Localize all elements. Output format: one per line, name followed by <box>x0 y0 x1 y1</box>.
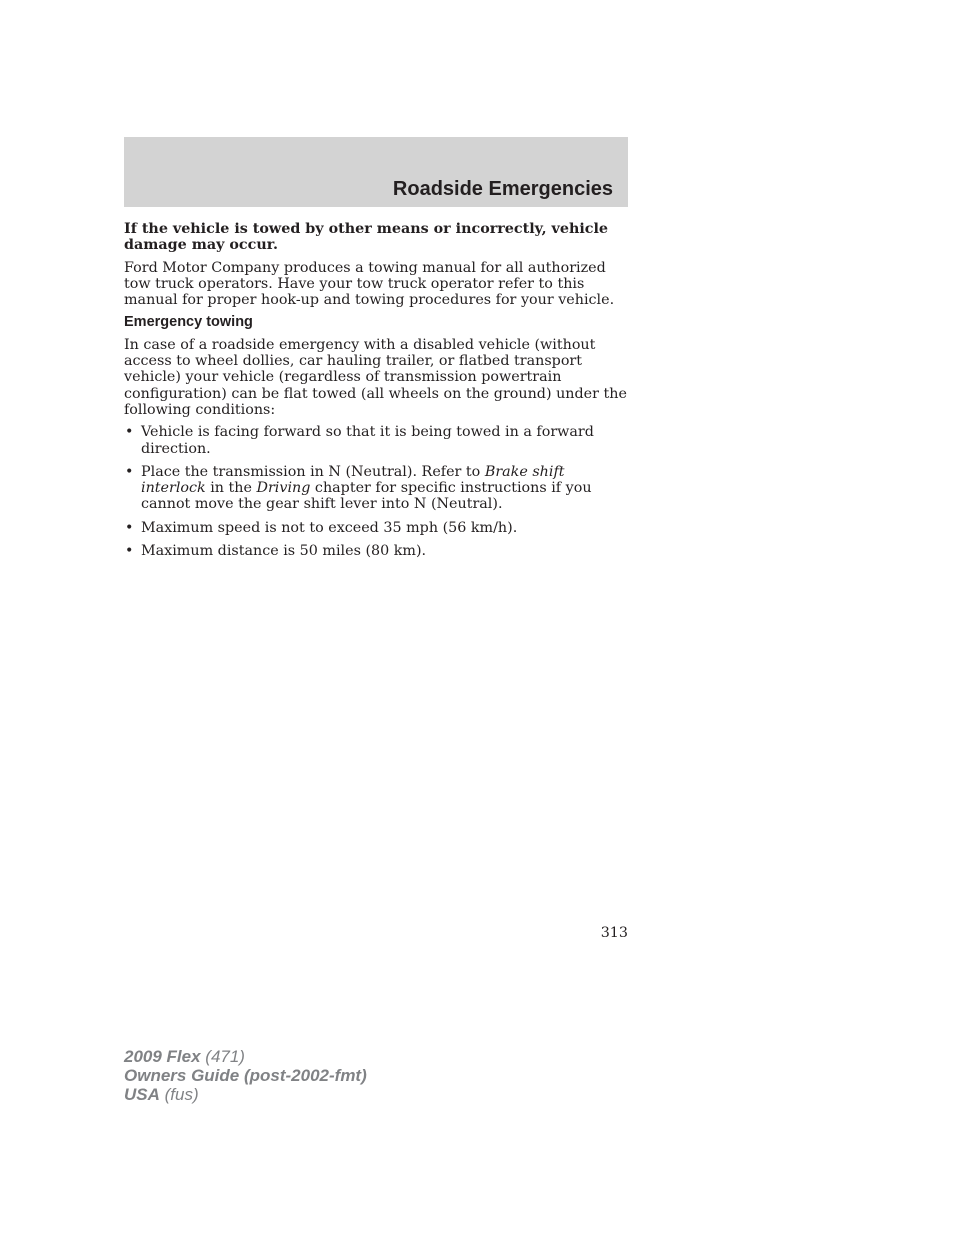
cross-reference-brake-shift-interlock: Brake shift interlock <box>141 463 565 497</box>
list-item <box>124 520 630 536</box>
list-item-text: Maximum speed is not to exceed 35 mph (56 km/h). <box>141 519 518 536</box>
bullet-icon: • <box>125 543 134 560</box>
cross-reference-driving-chapter: Driving <box>256 480 311 497</box>
bullet-icon: • <box>125 424 134 441</box>
list-item <box>124 464 630 513</box>
list-item-text: in the <box>205 480 257 497</box>
list-item-text: Maximum distance is 50 miles (80 km). <box>141 543 427 560</box>
bullet-icon: • <box>125 463 134 480</box>
emergency-towing-heading: Emergency towing <box>124 314 253 331</box>
warning-text: If the vehicle is towed by other means or incorrectly, vehicle damage may occur. <box>124 221 608 254</box>
document-footer <box>124 1047 367 1104</box>
list-item-text: Vehicle is facing forward so that it is being towed in a forward direction. <box>141 424 594 457</box>
page-number: 313 <box>600 925 628 941</box>
footer-line-guide: Owners Guide (post-2002-fmt) <box>124 1066 367 1085</box>
emergency-towing-paragraph: In case of a roadside emergency with a disabled vehicle (without access to wheel dollies, car hauling trailer, or flatbed transport vehicle) your vehicle (regardless of transmission powertrain configuration) can be flat towed (all wheels on the ground) under the following conditions: <box>124 336 627 418</box>
bullet-icon: • <box>125 519 134 536</box>
footer-line-model: 2009 Flex (471) <box>124 1047 245 1066</box>
page-content <box>124 221 630 566</box>
intro-paragraph: Ford Motor Company produces a towing manual for all authorized tow truck operators. Have your tow truck operator refer to this manual for proper hook-up and towing procedures for your vehicle. <box>124 259 615 309</box>
footer-line-market: USA (fus) <box>124 1085 199 1104</box>
list-item <box>124 543 630 559</box>
section-header-band <box>124 137 628 207</box>
list-item-text: chapter for specific instructions if you cannot move the gear shift lever into N (Neutral). <box>141 480 592 513</box>
section-title: Roadside Emergencies <box>392 178 613 200</box>
list-item <box>124 424 630 457</box>
list-item-text: Place the transmission in N (Neutral). Refer to <box>141 463 485 480</box>
towing-conditions-list <box>124 424 630 559</box>
